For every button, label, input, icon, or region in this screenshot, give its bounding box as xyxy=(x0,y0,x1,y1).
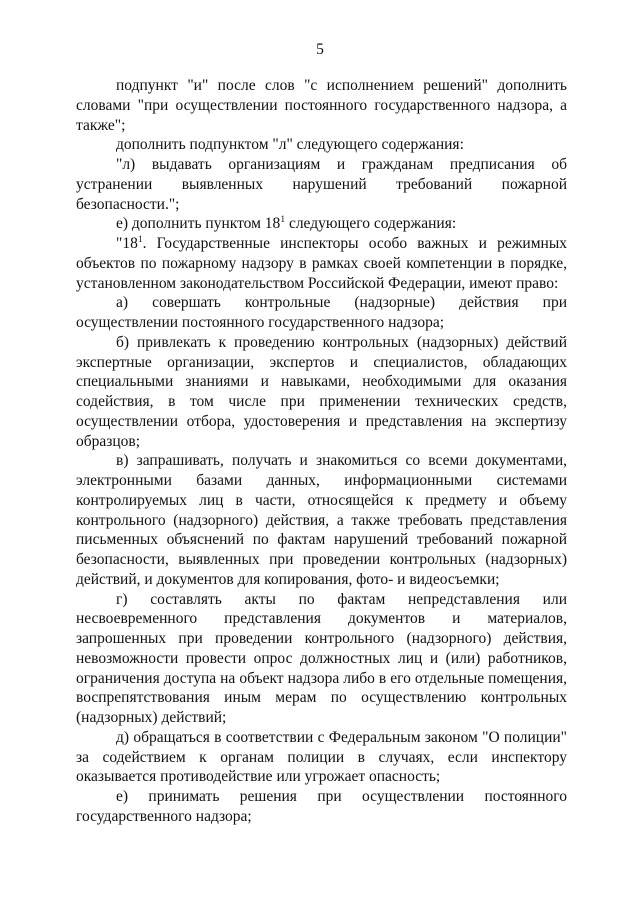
paragraph-text: а) совершать контрольные (надзорные) действия при осуществлении постоянного государственного надзора; xyxy=(76,294,567,331)
paragraph-p1 xyxy=(76,76,567,135)
paragraph-text-continued: . Государственные инспекторы особо важных и режимных объектов по пожарному надзору в рамках своей компетенции в порядке, установленном законодательством Российской Федерации, имеют право: xyxy=(76,235,567,292)
paragraph-text: б) привлекать к проведению контрольных (надзорных) действий экспертные организации, экспертов и специалистов, обладающих специальными знаниями и навыками, необходимыми для оказания содействия, в том числе при применении технических средств, осуществлении отбора, удостоверения и представления на экспертизу образцов; xyxy=(76,333,567,450)
paragraph-p4 xyxy=(76,214,567,234)
superscript: 1 xyxy=(280,215,286,226)
paragraph-p7 xyxy=(76,333,567,452)
page-number: 5 xyxy=(316,41,324,58)
superscript: 1 xyxy=(137,235,143,245)
paragraph-text: "л) выдавать организациям и гражданам предписания об устранении выявленных нарушений требований пожарной безопасности."; xyxy=(76,156,567,213)
paragraph-p11 xyxy=(76,787,567,827)
paragraph-p3 xyxy=(76,155,567,214)
paragraph-p2 xyxy=(76,135,567,155)
paragraph-text: подпункт "и" после слов "с исполнением решений" дополнить словами "при осуществлении постоянного государственного надзора, а также"; xyxy=(76,77,567,134)
paragraph-text: "18 xyxy=(116,235,138,252)
paragraph-text: г) составлять акты по фактам непредставления или несвоевременного представления документов и материалов, запрошенных при проведении контрольного (надзорного) действия, невозможности провести опрос должностных лиц и (или) работников, ограничения доступа на объект надзора либо в его отдельные помещения, воспрепятствования иным мерам по осуществлению контрольных (надзорных) действий; xyxy=(76,590,567,726)
document-body xyxy=(76,76,567,827)
paragraph-text: в) запрашивать, получать и знакомиться со всеми документами, электронными базами данных, информационными системами контролируемых лиц в части, относящейся к предмету и объему контрольного (надзорного) действия, а также требовать представления письменных объяснений по фактам нарушений требований пожарной безопасности, выявленных при проведении контрольных (надзорных) действий, и документов для копирования, фото- и видеосъемки; xyxy=(76,452,567,588)
paragraph-p10 xyxy=(76,728,567,787)
paragraph-p8 xyxy=(76,451,567,589)
paragraph-text-continued: следующего содержания: xyxy=(285,215,457,233)
paragraph-p9 xyxy=(76,590,567,728)
paragraph-text: е) принимать решения при осуществлении постоянного государственного надзора; xyxy=(76,788,567,825)
paragraph-text: дополнить подпунктом "л" следующего содержания: xyxy=(116,136,464,154)
paragraph-p5 xyxy=(76,234,567,293)
paragraph-text: е) дополнить пунктом 18 xyxy=(116,215,281,233)
paragraph-text: д) обращаться в соответствии с Федеральным законом "О полиции" за содействием к органам полиции в случаях, если инспектору оказывается противодействие или угрожает опасность; xyxy=(76,728,567,786)
paragraph-p6 xyxy=(76,293,567,333)
